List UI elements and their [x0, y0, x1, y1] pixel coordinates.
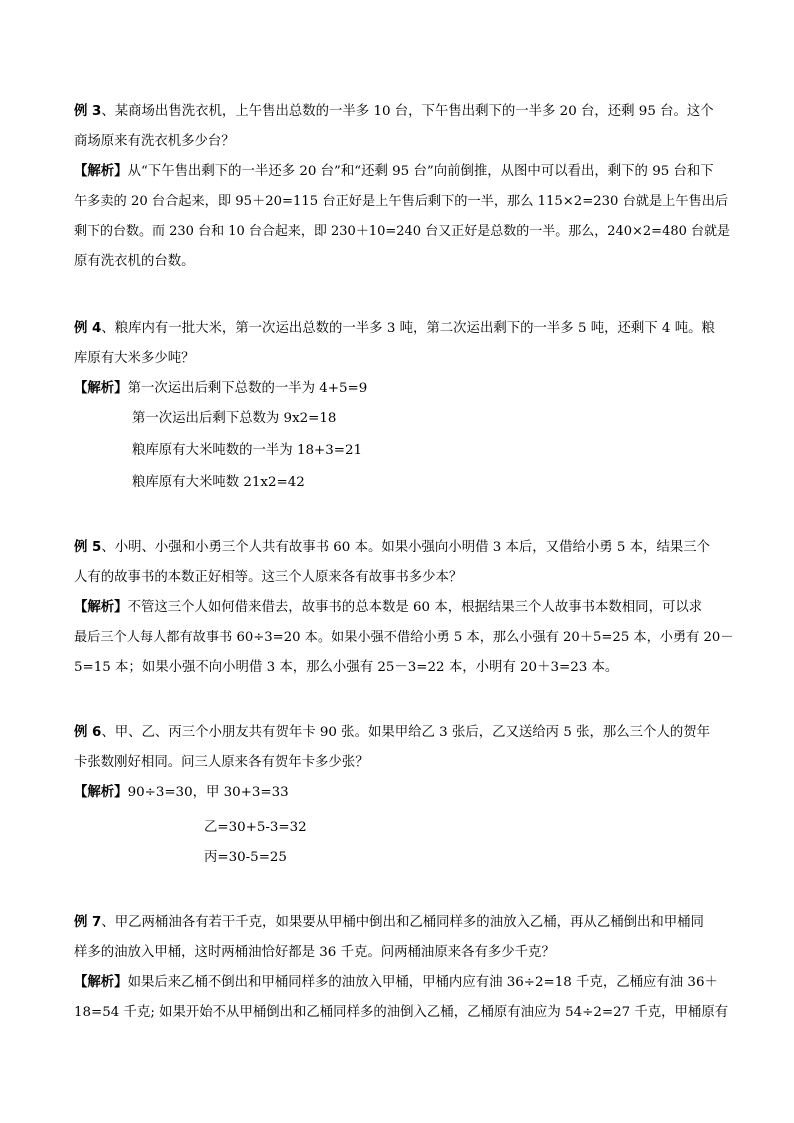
analysis-label: 【解析】: [74, 381, 128, 396]
analysis-text: 如果后来乙桶不倒出和甲桶同样多的油放入甲桶，甲桶内应有油 36÷2=18 千克，乙桶应有油 36＋: [127, 975, 718, 990]
question-text: 人有的故事书的本数正好相等。这三个人原来各有故事书多少本？: [74, 570, 463, 585]
example-label: 例 4: [74, 321, 102, 336]
analysis-label: 【解析】: [74, 785, 128, 800]
example-label: 例 6: [74, 725, 102, 740]
question-line: [74, 908, 734, 938]
analysis-line: [74, 187, 734, 217]
analysis-label: 【解析】: [74, 975, 128, 990]
question-line: [74, 563, 734, 593]
analysis-step: 粮库原有大米吨数 21x2=42: [132, 475, 305, 490]
question-line: [74, 748, 734, 778]
analysis-label: 【解析】: [74, 164, 128, 179]
example-label: 例 7: [74, 915, 102, 930]
question-line: [74, 938, 734, 968]
question-text: 、小明、小强和小勇三个人共有故事书 60 本。如果小强向小明借 3 本后，又借给小勇 5 本，结果三个: [101, 540, 711, 555]
analysis-line: [74, 247, 734, 277]
example-6: [74, 718, 734, 808]
analysis-line: [74, 374, 734, 404]
analysis-line: [74, 623, 734, 653]
analysis-text: 最后三个人每人都有故事书 60÷3=20 本。如果小强不借给小勇 5 本，那么小强有 20＋5=25 本，小勇有 20－: [74, 630, 734, 645]
example-label: 例 3: [74, 104, 102, 119]
question-text: 卡张数刚好相同。问三人原来各有贺年卡多少张？: [74, 755, 369, 770]
analysis-step: 乙=30+5-3=32: [204, 820, 307, 835]
question-text: 样多的油放入甲桶，这时两桶油恰好都是 36 千克。问两桶油原来各有多少千克？: [74, 945, 555, 960]
analysis-text: 午多卖的 20 台合起来，即 95＋20=115 台正好是上午售后剩下的一半，那么 115×2=230 台就是上午售出后: [74, 194, 729, 209]
example-4: [74, 314, 734, 404]
example-label: 例 5: [74, 540, 102, 555]
question-line: [74, 718, 734, 748]
analysis-line: [74, 998, 734, 1028]
analysis-text: 18=54 千克; 如果开始不从甲桶倒出和乙桶同样多的油倒入乙桶，乙桶原有油应为 54÷2=27 千克，甲桶原有: [74, 1005, 729, 1020]
question-line: [74, 533, 734, 563]
example-5: [74, 533, 734, 683]
analysis-step: 第一次运出后剩下总数为 9x2=18: [132, 411, 337, 426]
analysis-text: 5=15 本；如果小强不向小明借 3 本，那么小强有 25－3=22 本，小明有 20＋3=23 本。: [74, 660, 619, 675]
analysis-step: 丙=30-5=25: [204, 850, 287, 865]
example-7: [74, 908, 734, 1028]
question-text: 库原有大米多少吨？: [74, 351, 195, 366]
analysis-text: 从“下午售出剩下的一半还多 20 台”和“还剩 95 台”向前倒推，从图中可以看出，剩下的 95 台和下: [127, 164, 714, 179]
question-line: [74, 127, 734, 157]
question-line: [74, 314, 734, 344]
analysis-text: 90÷3=30，甲 30+3=33: [127, 785, 289, 800]
analysis-step: 粮库原有大米吨数的一半为 18+3=21: [132, 443, 362, 458]
example-3: [74, 97, 734, 277]
analysis-line: [74, 968, 734, 998]
analysis-line: [74, 157, 734, 187]
analysis-line: [74, 593, 734, 623]
question-text: 商场原来有洗衣机多少台？: [74, 134, 235, 149]
analysis-text: 剩下的台数。而 230 台和 10 台合起来，即 230＋10=240 台又正好是总数的一半。那么，240×2=480 台就是: [74, 224, 731, 239]
analysis-line: [74, 653, 734, 683]
question-line: [74, 97, 734, 127]
analysis-text: 第一次运出后剩下总数的一半为 4+5=9: [127, 381, 368, 396]
analysis-line: [74, 217, 734, 247]
analysis-text: 不管这三个人如何借来借去，故事书的总本数是 60 本，根据结果三个人故事书本数相同，可以求: [127, 600, 703, 615]
question-text: 、甲乙两桶油各有若干千克，如果要从甲桶中倒出和乙桶同样多的油放入乙桶，再从乙桶倒出和甲桶同: [101, 915, 704, 930]
question-text: 、粮库内有一批大米，第一次运出总数的一半多 3 吨，第二次运出剩下的一半多 5 吨，还剩下 4 吨。粮: [101, 321, 715, 336]
analysis-text: 原有洗衣机的台数。: [74, 254, 195, 269]
analysis-label: 【解析】: [74, 600, 128, 615]
question-text: 、甲、乙、丙三个小朋友共有贺年卡 90 张。如果甲给乙 3 张后，乙又送给丙 5 张，那么三个人的贺年: [101, 725, 711, 740]
question-line: [74, 344, 734, 374]
question-text: 、某商场出售洗衣机，上午售出总数的一半多 10 台，下午售出剩下的一半多 20 台，还剩 95 台。这个: [101, 104, 714, 119]
analysis-line: [74, 778, 734, 808]
